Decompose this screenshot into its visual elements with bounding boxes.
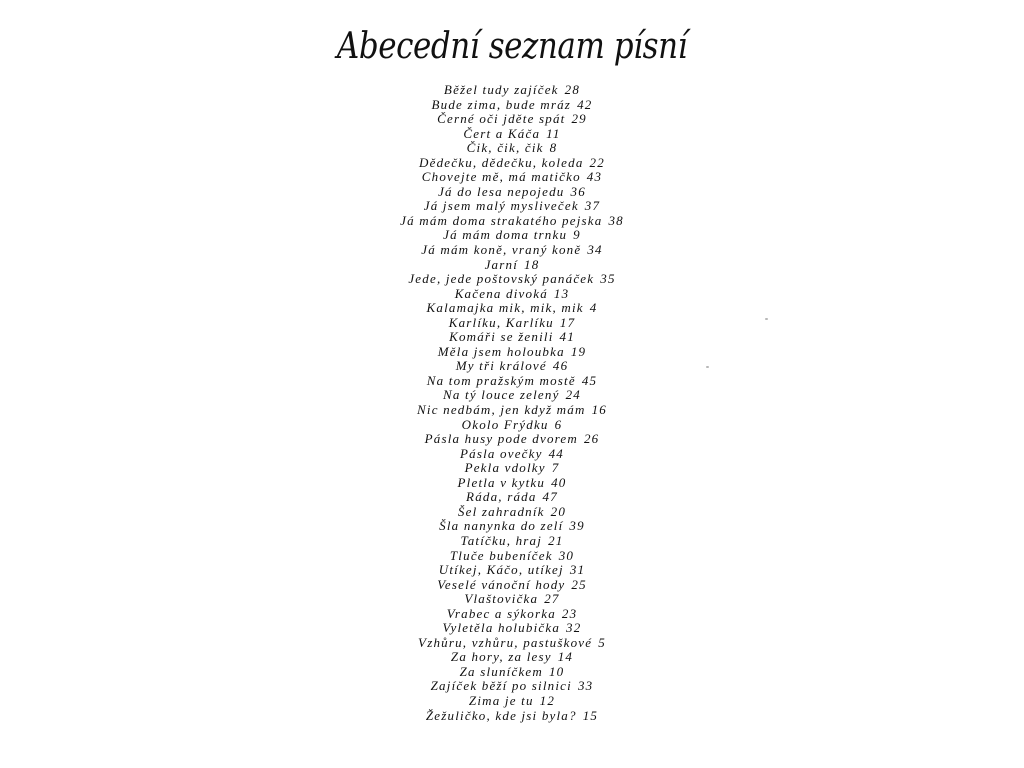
song-name: Žežuličko, kde jsi byla? (425, 707, 577, 723)
page-number: 22 (589, 154, 605, 170)
page-number: 5 (598, 634, 606, 650)
song-name: Čik, čik, čik (466, 140, 544, 156)
song-name: Pásla ovečky (459, 445, 543, 461)
song-name: Pletla v kytku (457, 474, 546, 490)
song-name: Na tom pražským mostě (426, 372, 576, 388)
list-item (0, 461, 1024, 476)
list-item (0, 243, 1024, 258)
list-item (0, 199, 1024, 214)
page-number: 38 (608, 212, 624, 228)
song-name: Ráda, ráda (466, 489, 537, 505)
song-name: Čert a Káča (463, 125, 541, 141)
list-item (0, 214, 1024, 229)
list-item (0, 228, 1024, 243)
page-number: 33 (577, 678, 594, 694)
page-number: 37 (584, 198, 601, 214)
list-item (0, 83, 1024, 98)
list-item (0, 592, 1024, 607)
page-number: 24 (565, 387, 581, 403)
list-item (0, 301, 1024, 316)
page-number: 19 (570, 343, 587, 359)
page-number: 14 (557, 649, 574, 665)
song-name: Vrabec a sýkorka (446, 605, 556, 621)
list-item (0, 287, 1024, 302)
page-number: 6 (554, 416, 563, 432)
list-item (0, 665, 1024, 680)
list-item (0, 330, 1024, 345)
song-name: Bude zima, bude mráz (431, 96, 572, 112)
page-number: 46 (552, 358, 569, 374)
page-number: 8 (549, 140, 558, 156)
list-item (0, 490, 1024, 505)
song-name: Vzhůru, vzhůru, pastuškové (418, 634, 593, 650)
song-name: Já mám doma trnku (443, 227, 568, 243)
song-name: Vlaštovička (464, 591, 539, 607)
list-item (0, 156, 1024, 171)
song-name: Dědečku, dědečku, koleda (419, 154, 584, 170)
list-item (0, 534, 1024, 549)
song-name: Utíkej, Káčo, utíkej (438, 562, 564, 578)
page-number: 44 (548, 445, 565, 461)
list-item (0, 418, 1024, 433)
list-item (0, 432, 1024, 447)
list-item (0, 650, 1024, 665)
page-number: 20 (550, 503, 567, 519)
song-name: Za hory, za lesy (450, 649, 552, 665)
page-number: 41 (559, 329, 575, 345)
list-item (0, 98, 1024, 113)
song-name: Měla jsem holoubka (437, 343, 565, 359)
page-number: 10 (548, 663, 565, 679)
song-name: Zajíček běží po silnici (430, 678, 572, 694)
list-item (0, 272, 1024, 287)
page-number: 25 (571, 576, 587, 592)
song-name: Veselé vánoční hody (437, 576, 566, 592)
song-name: Zima je tu (468, 692, 534, 708)
song-name: Karlíku, Karlíku (448, 314, 554, 330)
list-item (0, 578, 1024, 593)
list-item (0, 447, 1024, 462)
song-name: Za sluníčkem (459, 663, 543, 679)
song-name: Komáři se ženili (449, 329, 554, 345)
page-number: 36 (570, 183, 586, 199)
page-number: 4 (589, 300, 598, 316)
page-number: 39 (569, 518, 585, 534)
page-number: 9 (573, 227, 581, 243)
scan-speck (706, 366, 709, 368)
list-item (0, 549, 1024, 564)
song-name: Chovejte mě, má matičko (421, 169, 581, 185)
list-item (0, 607, 1024, 622)
page-number: 40 (551, 474, 567, 490)
song-name: Vyletěla holubička (442, 620, 561, 636)
song-name: Černé oči jděte spát (437, 111, 566, 127)
song-name: Běžel tudy zajíček (443, 82, 559, 97)
page-number: 16 (591, 402, 607, 418)
song-name: Tluče bubeníček (449, 547, 553, 563)
page-number: 28 (564, 82, 581, 97)
page-number: 23 (561, 605, 578, 621)
page-number: 26 (583, 431, 600, 447)
list-item (0, 519, 1024, 534)
list-item (0, 621, 1024, 636)
list-item (0, 258, 1024, 273)
song-name: Jede, jede poštovský panáček (408, 271, 595, 287)
song-name: Já mám koně, vraný koně (421, 242, 582, 258)
song-name: Okolo Frýdku (461, 416, 549, 432)
page-number: 7 (551, 460, 560, 476)
list-item (0, 388, 1024, 403)
page-number: 32 (566, 620, 582, 636)
page-number: 34 (587, 242, 603, 258)
page-number: 11 (546, 125, 561, 141)
song-name: Já jsem malý mysliveček (423, 198, 579, 214)
list-item (0, 505, 1024, 520)
page-title: Abecední seznam písní (336, 26, 688, 67)
song-name: Šla nanynka do zelí (439, 518, 564, 534)
song-name: Šel zahradník (457, 503, 545, 519)
page-number: 47 (542, 489, 558, 505)
page-number: 43 (586, 169, 603, 185)
song-list (0, 83, 1024, 723)
list-item (0, 316, 1024, 331)
list-item (0, 374, 1024, 389)
list-item (0, 476, 1024, 491)
list-item (0, 112, 1024, 127)
list-item (0, 127, 1024, 142)
song-name: Pekla vdolky (464, 460, 546, 476)
song-name: Na tý louce zelený (443, 387, 560, 403)
page-number: 17 (559, 314, 576, 330)
song-name: Já mám doma strakatého pejska (400, 212, 603, 228)
page-number: 29 (571, 111, 587, 127)
list-item (0, 345, 1024, 360)
song-name: Jarní (484, 256, 519, 272)
page-number: 35 (600, 271, 616, 287)
list-item (0, 563, 1024, 578)
page-number: 18 (524, 256, 540, 272)
list-item (0, 141, 1024, 156)
song-name: My tři králové (455, 358, 547, 374)
scan-speck (765, 318, 768, 320)
page-number: 15 (582, 707, 599, 723)
song-name: Já do lesa nepojedu (438, 183, 565, 199)
song-name: Kalamajka mik, mik, mik (426, 300, 584, 316)
list-item (0, 694, 1024, 709)
page-number: 45 (581, 372, 598, 388)
song-name: Kačena divoká (454, 285, 548, 301)
page-number: 21 (548, 532, 564, 548)
page-number: 31 (569, 562, 586, 578)
list-item (0, 185, 1024, 200)
list-item (0, 679, 1024, 694)
list-item (0, 636, 1024, 651)
page-number: 30 (558, 547, 575, 563)
page-number: 27 (544, 591, 560, 607)
song-name: Nic nedbám, jen když mám (417, 402, 586, 418)
page-number: 42 (577, 96, 593, 112)
list-item (0, 359, 1024, 374)
page-number: 13 (553, 285, 570, 301)
song-name: Tatíčku, hraj (460, 532, 543, 548)
page-number: 12 (539, 692, 556, 708)
song-name: Pásla husy pode dvorem (424, 431, 578, 447)
list-item (0, 170, 1024, 185)
list-item (0, 403, 1024, 418)
list-item (0, 709, 1024, 724)
